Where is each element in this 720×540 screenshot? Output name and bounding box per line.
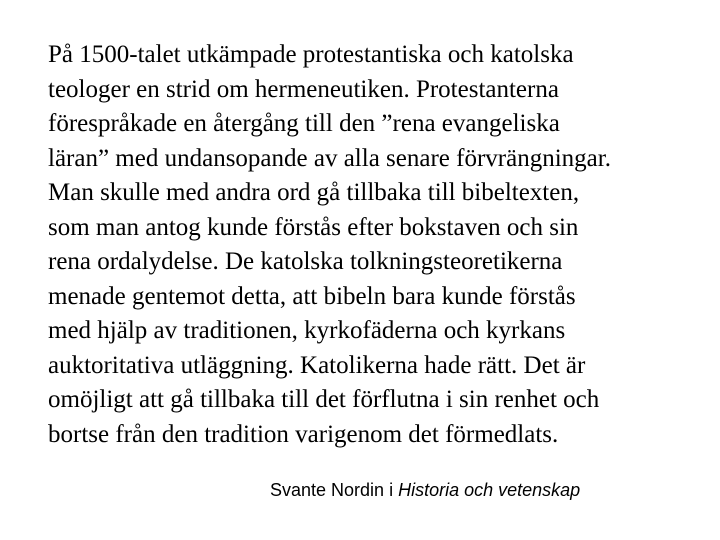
quote-line: omöjligt att gå tillbaka till det förflutna i sin renhet och [48, 386, 600, 413]
quote-line: förespråkade en återgång till den ”rena evangeliska [48, 110, 560, 137]
quote-line: med hjälp av traditionen, kyrkofäderna och kyrkans [48, 317, 566, 344]
quote-line: bortse från den tradition varigenom det förmedlats. [48, 420, 559, 448]
quote-text [48, 38, 708, 452]
quote-line: Man skulle med andra ord gå tillbaka till bibeltexten, [48, 179, 580, 206]
quote-line: På 1500-talet utkämpade protestantiska och katolska [48, 41, 574, 68]
attribution-author: Svante Nordin [270, 480, 385, 500]
quote-line: rena ordalydelse. De katolska tolkningsteoretikerna [48, 248, 563, 275]
quote-line: auktoritativa utläggning. Katolikerna hade rätt. Det är [48, 351, 586, 379]
quote-line: som man antog kunde förstås efter bokstaven och sin [48, 213, 579, 241]
quote-line: läran” med undansopande av alla senare förvrängningar. [48, 144, 611, 172]
quote-line: teologer en strid om hermeneutiken. Protestanterna [48, 75, 559, 103]
attribution [270, 478, 580, 502]
attribution-book-title: Historia och vetenskap [398, 480, 581, 500]
attribution-connector: i [384, 480, 399, 500]
quote-line: menade gentemot detta, att bibeln bara kunde förstås [48, 282, 576, 310]
